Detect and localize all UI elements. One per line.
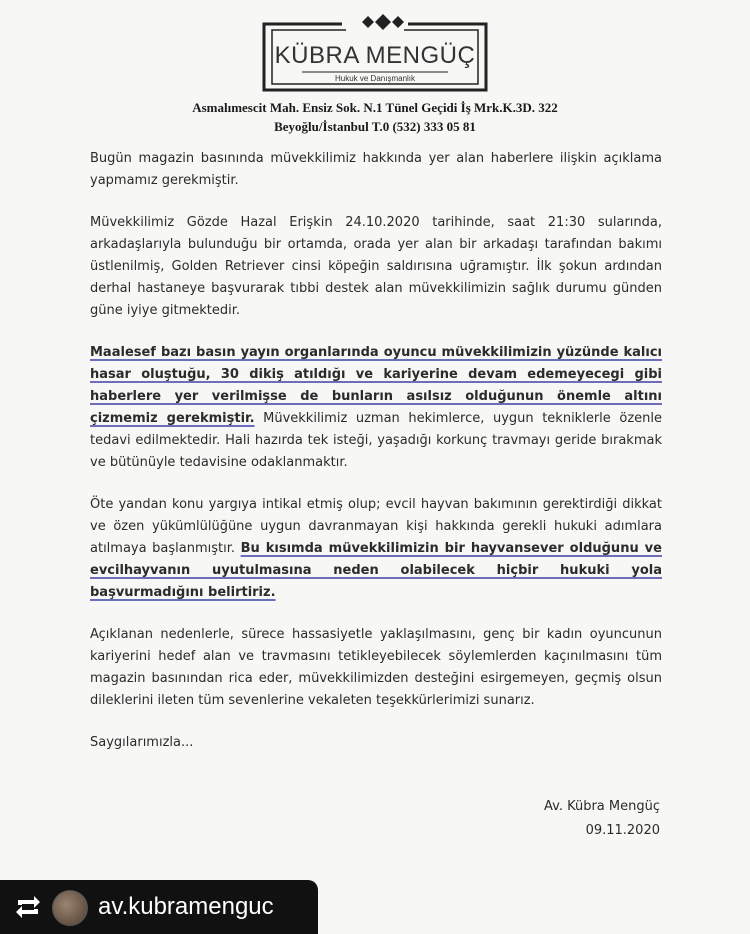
paragraph-4-start: Öte yandan konu yargıya intikal etmiş olup; evcil hayvan bakımının gerektirdiği dikkat ve özen yükümlülüğüne uygun davranmayan kişi hakkında gerekli hukuki adımlara atılmaya başlanmıştır. (90, 497, 662, 556)
firm-name: KÜBRA MENGÜÇ (274, 42, 476, 69)
highlighted-text: Maalesef bazı basın yayın organlarında oyuncu müvekkilimizin yüzünde kalıcı hasar oluştuğu, 30 dikiş atıldığı ve kariyerine devam edemeyecegi gibi haberlere yer verilmişse de bunların asılsız olduğunun önemle altını çizmemiz gerekmiştir. (90, 345, 662, 426)
repost-bar[interactable] (0, 880, 318, 934)
closing: Saygılarımızla... (90, 735, 194, 750)
signature-date: 09.11.2020 (585, 823, 660, 838)
avatar[interactable] (52, 890, 88, 926)
paragraph-1: Bugün magazin basınında müvekkilimiz hakkında yer alan haberlere ilişkin açıklama yapmamız gerekmiştir. (90, 151, 662, 188)
paragraph-3 (90, 342, 662, 474)
firm-subtitle: Hukuk ve Danışmanlık (334, 74, 416, 83)
repost-icon[interactable] (14, 894, 42, 920)
address-line-1: Asmalımescit Mah. Ensiz Sok. N.1 Tünel Geçidi İş Mrk.K.3D. 322 (192, 100, 558, 115)
paragraph-2: Müvekkilimiz Gözde Hazal Erişkin 24.10.2020 tarihinde, saat 21:30 sularında, arkadaşlarıyla bulunduğu bir ortamda, orada yer alan bir arkadaşı tarafından bakımı üstlenilmiş, Golden Retriever cinsi köpeğin saldırısına uğramıştır. İlk şokun ardından derhal hastaneye başvurarak tıbbi destek alan müvekkilimizin sağlık durumu günden güne iyiye gitmektedir. (90, 215, 662, 318)
highlighted-text: Bu kısımda müvekkilimizin bir hayvansever olduğunu ve evcilhayvanın uyutulmasına neden olabilecek hiçbir hukuki yola başvurmadığını belirtiriz. (90, 541, 662, 600)
address-block (90, 98, 660, 136)
signature-name: Av. Kübra Mengüç (544, 799, 660, 814)
paragraph-5: Açıklanan nedenlerle, sürece hassasiyetle yaklaşılmasını, genç bir kadın oyuncunun kariyerini hedef alan ve travmasını tetikleyebilecek söylemlerden kaçınılmasını tüm magazin basınından rica eder, müvekkilimizden desteğini esirgemeyen, geçmiş olsun dileklerini ileten tüm sevenlerine vekaleten teşekkürlerimizi sunarız. (90, 627, 662, 708)
signature-block (544, 795, 660, 843)
letterhead-logo (262, 12, 488, 92)
account-handle[interactable]: av.kubramenguc (98, 893, 274, 920)
paragraph-4 (90, 494, 662, 604)
address-line-2: Beyoğlu/İstanbul T.0 (532) 333 05 81 (274, 119, 476, 134)
paragraph-3-rest: Müvekkilimiz uzman hekimlerce, uygun tekniklerle özenle tedavi edilmektedir. Hali hazırda tek isteği, yaşadığı korkunç travmayı geride bırakmak ve bütünüyle tedavisine odaklanmaktır. (90, 411, 662, 470)
letter-body (90, 148, 662, 774)
